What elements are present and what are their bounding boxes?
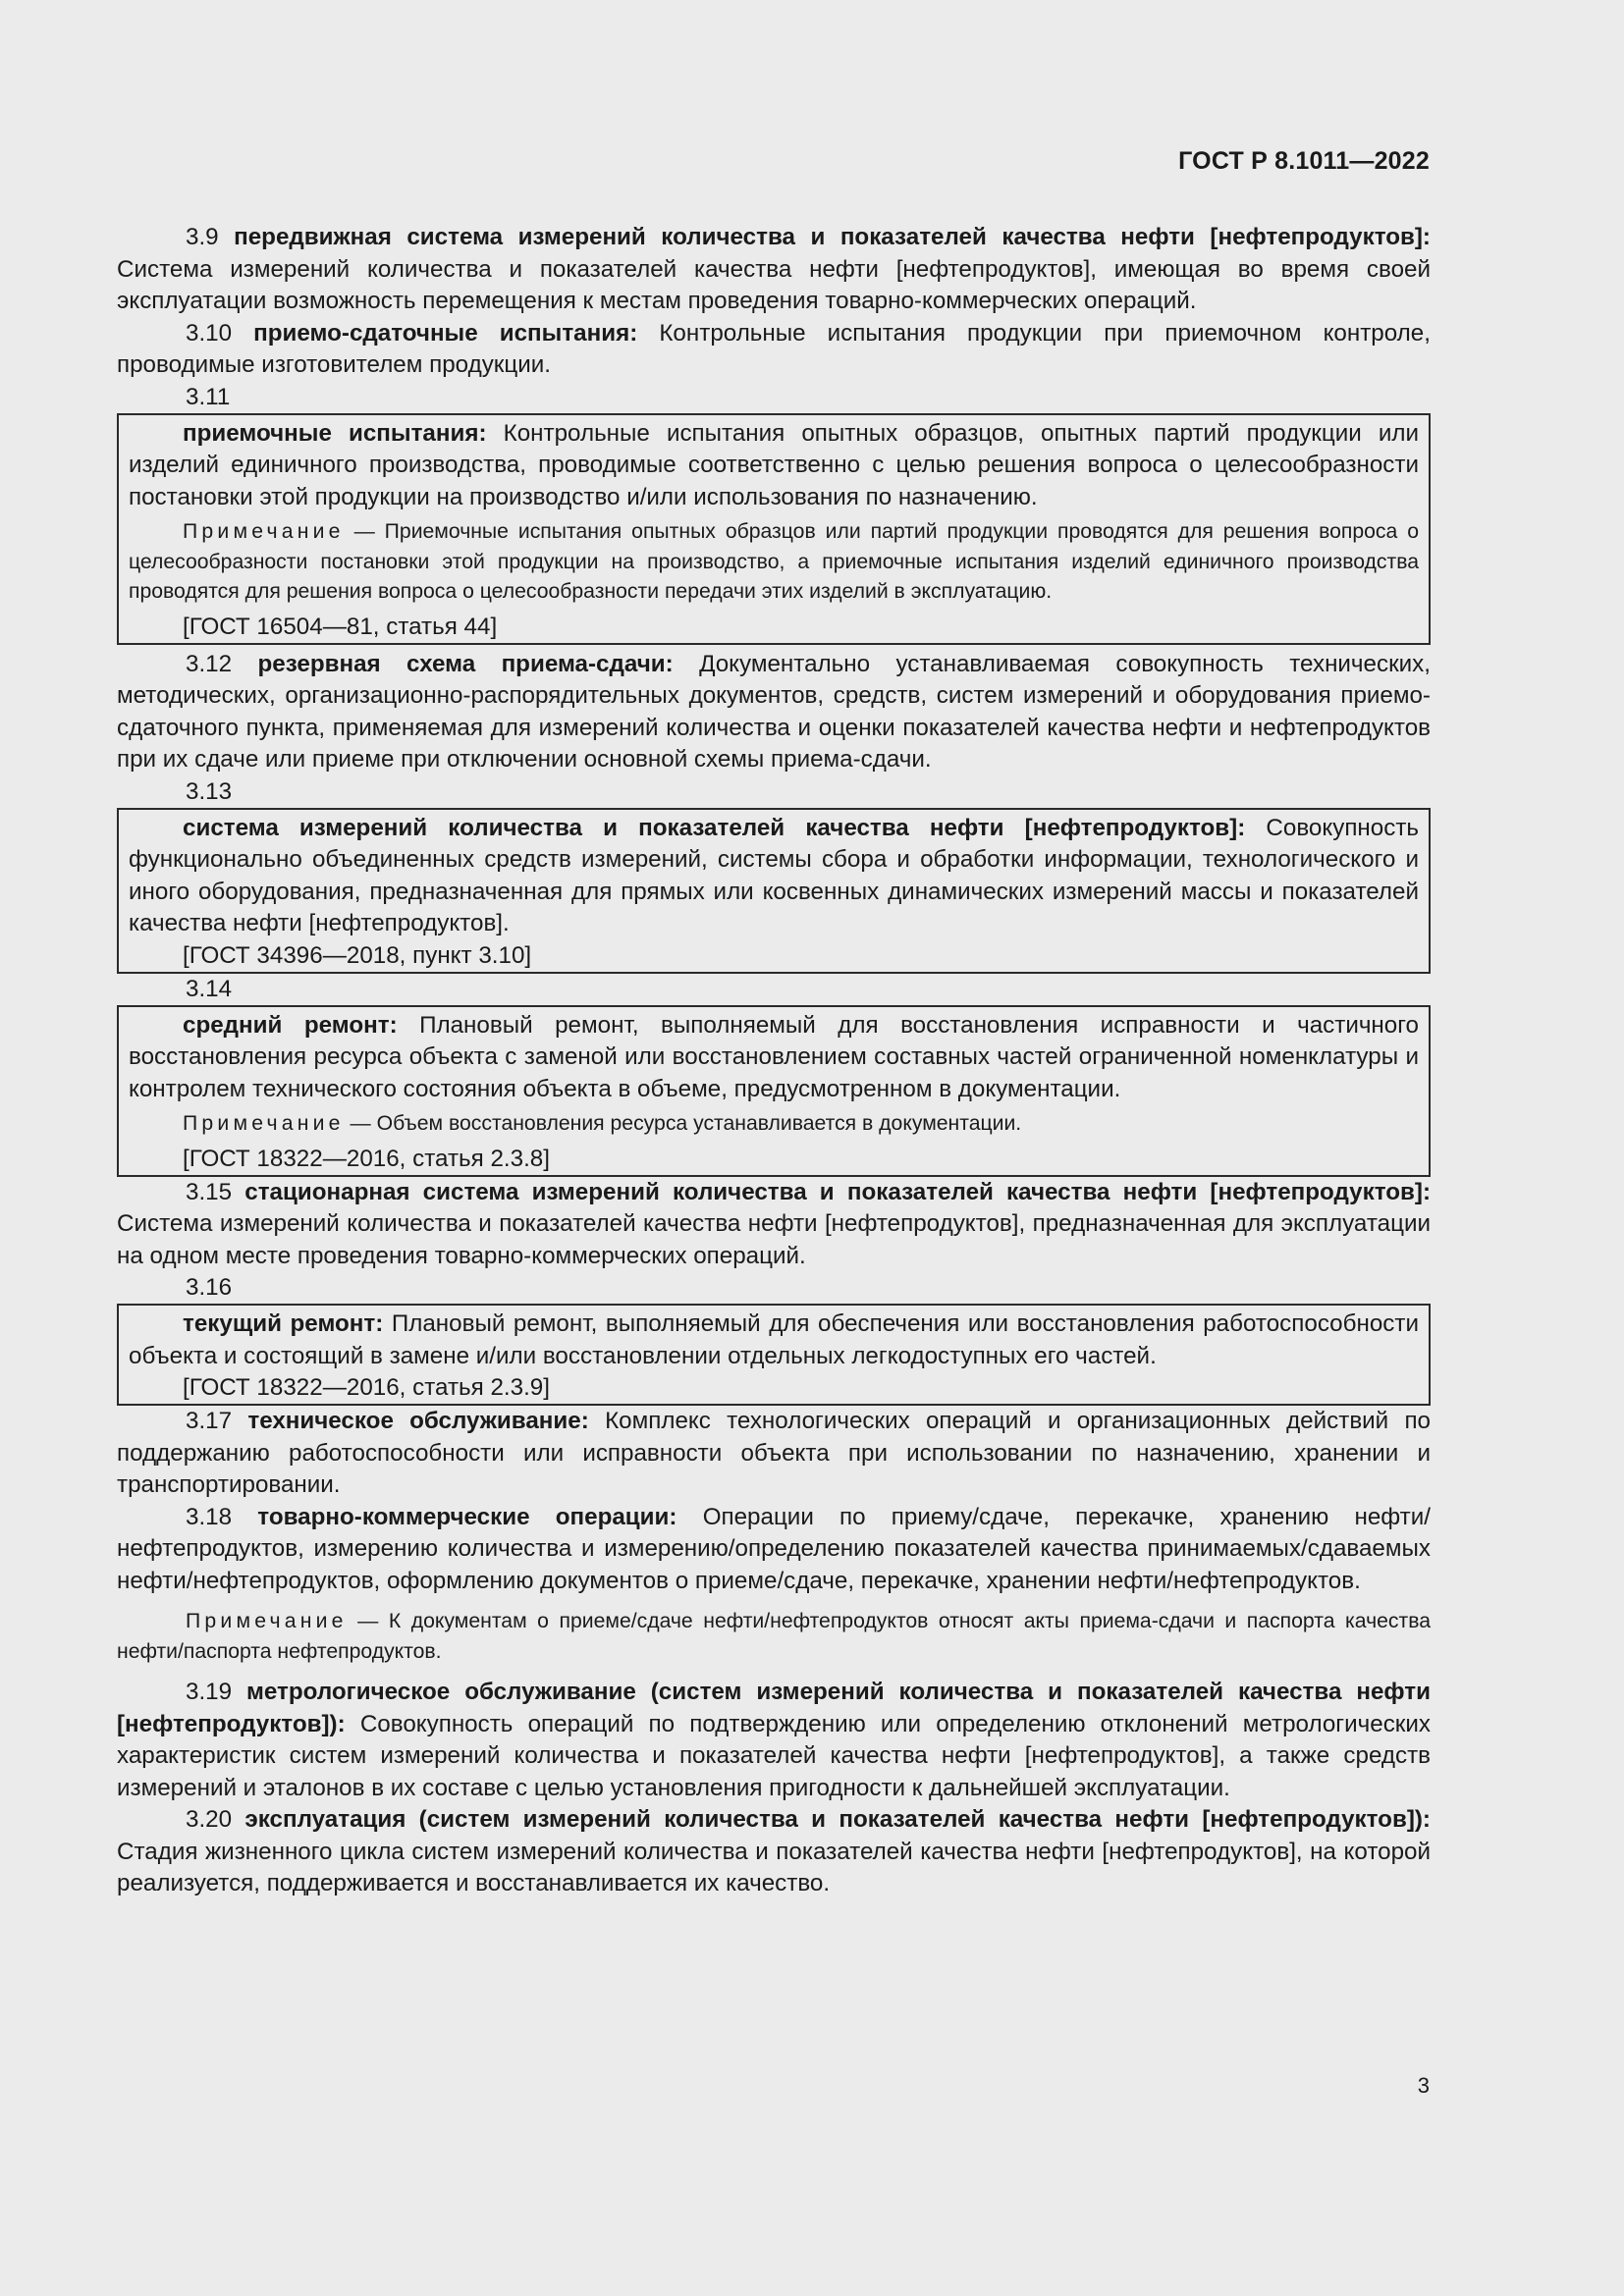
term-definition: Комплекс технологических операций и организационных действий по поддержанию работоспособности или исправности объекта при использовании по назначению, хранении и транспортировании. <box>117 1408 1431 1498</box>
term-3-19 <box>117 1677 1431 1804</box>
term-number: 3.17 <box>186 1408 233 1434</box>
term-title: приемочные испытания: <box>183 419 487 447</box>
term-3-11 <box>129 418 1419 514</box>
term-title: эксплуатация (систем измерений количества и показателей качества нефти [нефтепродуктов]): <box>244 1806 1431 1833</box>
term-definition: Система измерений количества и показателей качества нефти [нефтепродуктов], имеющая во время своей эксплуатации возможность перемещения к местам проведения товарно-коммерческих операций. <box>117 255 1431 314</box>
term-3-13 <box>129 813 1419 940</box>
term-box-3-14 <box>117 1005 1431 1177</box>
term-title: текущий ремонт: <box>183 1310 384 1337</box>
term-definition: Совокупность операций по подтверждению или определению отклонений метрологических характеристик систем измерений количества и показателей качества нефти [нефтепродуктов], а также средств измерений и эталонов в их составе с целью установления пригодности к дальнейшей эксплуатации. <box>117 1710 1431 1801</box>
term-3-20 <box>117 1804 1431 1900</box>
term-title: товарно-коммерческие операции: <box>257 1503 677 1530</box>
term-3-15 <box>117 1177 1431 1273</box>
term-number-3-13: 3.13 <box>186 777 233 805</box>
term-number-3-14: 3.14 <box>186 975 233 1002</box>
note-label: Примечание <box>186 1610 348 1632</box>
term-title: метрологическое обслуживание (систем измерений количества и показателей качества нефти [нефтепродуктов]): <box>117 1679 1431 1737</box>
term-source: [ГОСТ 34396—2018, пункт 3.10] <box>183 941 532 969</box>
term-title: техническое обслуживание: <box>247 1408 589 1434</box>
term-note <box>129 517 1419 608</box>
term-title: приемо-сдаточные испытания: <box>253 319 638 347</box>
term-box-3-16 <box>117 1304 1431 1406</box>
term-number: 3.18 <box>186 1503 233 1530</box>
term-number-3-16: 3.16 <box>186 1274 233 1301</box>
term-number-3-11: 3.11 <box>186 383 231 410</box>
term-definition: Стадия жизненного цикла систем измерений количества и показателей качества нефти [нефтепродуктов], на которой реализуется, поддерживается и восстанавливается их качество. <box>117 1838 1431 1896</box>
term-note <box>129 1109 1419 1140</box>
term-3-9 <box>117 222 1431 318</box>
term-definition: Контрольные испытания продукции при приемочном контроле, проводимые изготовителем продукции. <box>117 319 1431 378</box>
term-note-3-18 <box>117 1607 1431 1667</box>
term-definition: Операции по приему/сдаче, перекачке, хранению нефти/нефтепродуктов, измерению количества и измерению/определению показателей качества принимаемых/сдаваемых нефти/нефтепродуктов, оформлению документов о приеме/сдаче, перекачке, хранении нефти/нефтепродуктов. <box>117 1503 1431 1594</box>
term-number: 3.20 <box>186 1806 233 1833</box>
term-definition: Система измерений количества и показателей качества нефти [нефтепродуктов], предназначенная для эксплуатации на одном месте проведения товарно-коммерческих операций. <box>117 1210 1431 1269</box>
term-number: 3.9 <box>186 224 219 250</box>
term-definition: Документально устанавливаемая совокупность технических, методических, организационно-распорядительных документов, средств, систем измерений и оборудования приемо-сдаточного пункта, применяемая для измерений количества и оценки показателей качества нефти и нефтепродуктов при их сдаче или приеме при отключении основной схемы приема-сдачи. <box>117 650 1431 773</box>
term-number: 3.19 <box>186 1679 233 1705</box>
term-3-18 <box>117 1502 1431 1598</box>
term-source: [ГОСТ 18322—2016, статья 2.3.8] <box>183 1145 550 1172</box>
term-title: передвижная система измерений количества и показателей качества нефти [нефтепродуктов]: <box>234 224 1431 250</box>
note-label: Примечание <box>183 520 345 543</box>
term-definition: Плановый ремонт, выполняемый для восстановления исправности и частичного восстановления ресурса объекта с заменой или восстановлением составных частей ограниченной номенклатуры и контролем технического состояния объекта в объеме, предусмотренном в документации. <box>129 1011 1419 1102</box>
term-3-16 <box>129 1308 1419 1372</box>
term-title: средний ремонт: <box>183 1011 398 1039</box>
page-number: 3 <box>1417 2073 1430 2098</box>
term-source: [ГОСТ 18322—2016, статья 2.3.9] <box>183 1374 550 1401</box>
note-text: — Приемочные испытания опытных образцов или партий продукции проводятся для решения вопроса о целесообразности постановки этой продукции на производство, а приемочные испытания изделий единичного производства проводятся для решения вопроса о целесообразности передачи этих изделий в эксплуатацию. <box>129 520 1419 603</box>
term-definition: Плановый ремонт, выполняемый для обеспечения или восстановления работоспособности объекта и состоящий в замене и/или восстановлении отдельных легкодоступных его частей. <box>129 1310 1419 1369</box>
term-title: система измерений количества и показателей качества нефти [нефтепродуктов]: <box>183 814 1246 841</box>
term-3-17 <box>117 1406 1431 1502</box>
term-title: стационарная система измерений количества и показателей качества нефти [нефтепродуктов]: <box>244 1178 1431 1205</box>
term-source: [ГОСТ 16504—81, статья 44] <box>183 613 498 640</box>
note-text: — Объем восстановления ресурса устанавливается в документации. <box>344 1112 1022 1135</box>
term-box-3-11 <box>117 413 1431 645</box>
document-body <box>117 222 1431 1900</box>
term-number: 3.10 <box>186 319 233 347</box>
term-number: 3.15 <box>186 1178 233 1205</box>
term-title: резервная схема приема-сдачи: <box>257 650 674 677</box>
note-label: Примечание <box>183 1112 345 1135</box>
term-3-10 <box>117 318 1431 382</box>
note-text: — К документам о приеме/сдаче нефти/нефтепродуктов относят акты приема-сдачи и паспорта качества нефти/паспорта нефтепродуктов. <box>117 1610 1431 1663</box>
term-definition: Совокупность функционально объединенных средств измерений, системы сбора и обработки информации, технологического и иного оборудования, предназначенная для прямых или косвенных динамических измерений массы и показателей качества нефти [нефтепродуктов]. <box>129 814 1419 936</box>
document-id-header: ГОСТ Р 8.1011—2022 <box>1178 147 1430 175</box>
term-box-3-13 <box>117 808 1431 974</box>
term-number: 3.12 <box>186 650 233 677</box>
term-definition: Контрольные испытания опытных образцов, опытных партий продукции или изделий единичного производства, проводимые соответственно с целью решения вопроса о целесообразности постановки этой продукции на производство и/или использования по назначению. <box>129 419 1419 510</box>
term-3-12 <box>117 649 1431 776</box>
term-3-14 <box>129 1010 1419 1106</box>
